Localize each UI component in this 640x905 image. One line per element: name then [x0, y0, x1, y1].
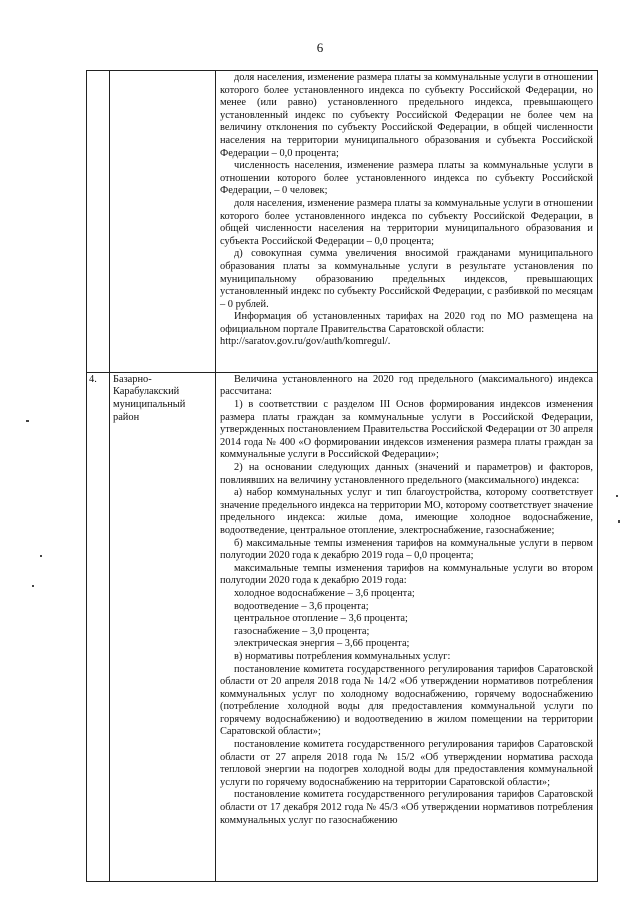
scan-speck	[618, 520, 620, 523]
paragraph: центральное отопление – 3,6 процента;	[234, 613, 408, 625]
paragraph: 2) на основании следующих данных (значений и параметров) и факторов, повлиявших на величину установленного предельного (максимального) индекса:	[220, 462, 593, 486]
page-number: 6	[316, 40, 324, 55]
paragraph: электрическая энергия – 3,66 процента;	[234, 638, 410, 650]
paragraph: в) нормативы потребления коммунальных услуг:	[234, 650, 451, 662]
table-row	[87, 71, 598, 373]
paragraph: доля населения, изменение размера платы за коммунальные услуги в отношении которого более установленного индекса по субъекту Российской Федерации, но менее (или равно) установленного предельного индекса, превышающего установленный индекс по субъекту Российской Федерации не более чем на величину отклонения по субъекту Российской Федерации, в общей численности населения на территории муниципального образования и субъекта Российской Федерации – 0,0 процента;	[220, 72, 593, 159]
paragraph: постановление комитета государственного регулирования тарифов Саратовской области от 20 апреля 2018 года № 14/2 «Об утверждении нормативов потребления коммунальных услуг по холодному водоснабжению, горячему водоснабжению (потребление холодной воды для предоставления коммунальной услуги по горячему водоснабжению) и водоотведению в жилом помещении на территории Саратовской области»;	[220, 663, 593, 738]
paragraph-list	[216, 71, 597, 348]
paragraph: численность населения, изменение размера платы за коммунальные услуги в отношении которого более установленного индекса по субъекту Российской Федерации, – 0 человек;	[220, 160, 593, 197]
scan-speck	[40, 555, 42, 557]
paragraph: б) максимальные темпы изменения тарифов на коммунальные услуги в первом полугодии 2020 года к декабрю 2019 года – 0,0 процента;	[220, 537, 593, 562]
paragraph: доля населения, изменение размера платы за коммунальные услуги в отношении которого более установленного индекса по субъекту Российской Федерации, в общей численности населения на территории муниципального образования и субъекта Российской Федерации – 0,0 процента;	[220, 197, 593, 247]
paragraph: постановление комитета государственного регулирования тарифов Саратовской области от 17 декабря 2012 года № 45/3 «Об утверждении нормативов потребления коммунальных услуг по газоснабжению	[220, 789, 593, 826]
municipality-cell: Базарно-Карабулакский муниципальный район	[110, 372, 216, 881]
paragraph: д) совокупная сумма увеличения вносимой гражданами муниципального образования платы за коммунальные услуги в результате установления по муниципальному образованию предельных индексов, превышающих установленный индекс по субъекту Российской Федерации, с разбивкой по месяцам – 0 рублей.	[220, 248, 593, 310]
municipality-cell	[110, 71, 216, 373]
paragraph: а) набор коммунальных услуг и тип благоустройства, которому соответствует значение предельного индекса на территории МО, которому соответствует значение предельного индекса: жилые дома, имеющие холодное водоснабжение, водоотведение, центральное отопление, электроснабжение, газоснабжение;	[220, 487, 593, 536]
paragraph: Величина установленного на 2020 год предельного (максимального) индекса рассчитана:	[220, 373, 593, 398]
paragraph: Информация об установленных тарифах на 2020 год по МО размещена на официальном портале Правительства Саратовской области:	[220, 311, 593, 335]
table-row	[87, 372, 598, 881]
row-number-cell	[87, 71, 110, 373]
paragraph: постановление комитета государственного регулирования тарифов Саратовской области от 27 апреля 2018 года № 15/2 «Об утверждении норматива расхода тепловой энергии на подогрев холодной воды для предоставления коммунальной услуги по горячему водоснабжению на территории Саратовской области»;	[220, 739, 593, 788]
paragraph: водоотведение – 3,6 процента;	[234, 600, 369, 612]
content-cell	[216, 71, 598, 373]
paragraph: газоснабжение – 3,0 процента;	[234, 625, 370, 637]
scan-speck	[32, 585, 34, 587]
scan-speck	[616, 495, 618, 497]
paragraph: http://saratov.gov.ru/gov/auth/komregul/.	[220, 336, 391, 348]
content-cell	[216, 372, 598, 881]
document-table	[86, 70, 598, 882]
paragraph: максимальные темпы изменения тарифов на коммунальные услуги во втором полугодии 2020 года к декабрю 2019 года:	[220, 562, 593, 587]
scan-speck	[26, 420, 29, 422]
paragraph: холодное водоснабжение – 3,6 процента;	[234, 587, 415, 599]
paragraph: 1) в соответствии с разделом III Основ формирования индексов изменения размера платы граждан за коммунальные услуги в Российской Федерации, утвержденных постановлением Правительства Российской Федерации от 30 апреля 2014 года № 400 «О формировании индексов изменения размера платы граждан за коммунальные услуги в Российской Федерации»;	[220, 399, 593, 461]
row-number-cell: 4.	[87, 372, 110, 881]
paragraph-list	[216, 373, 597, 827]
